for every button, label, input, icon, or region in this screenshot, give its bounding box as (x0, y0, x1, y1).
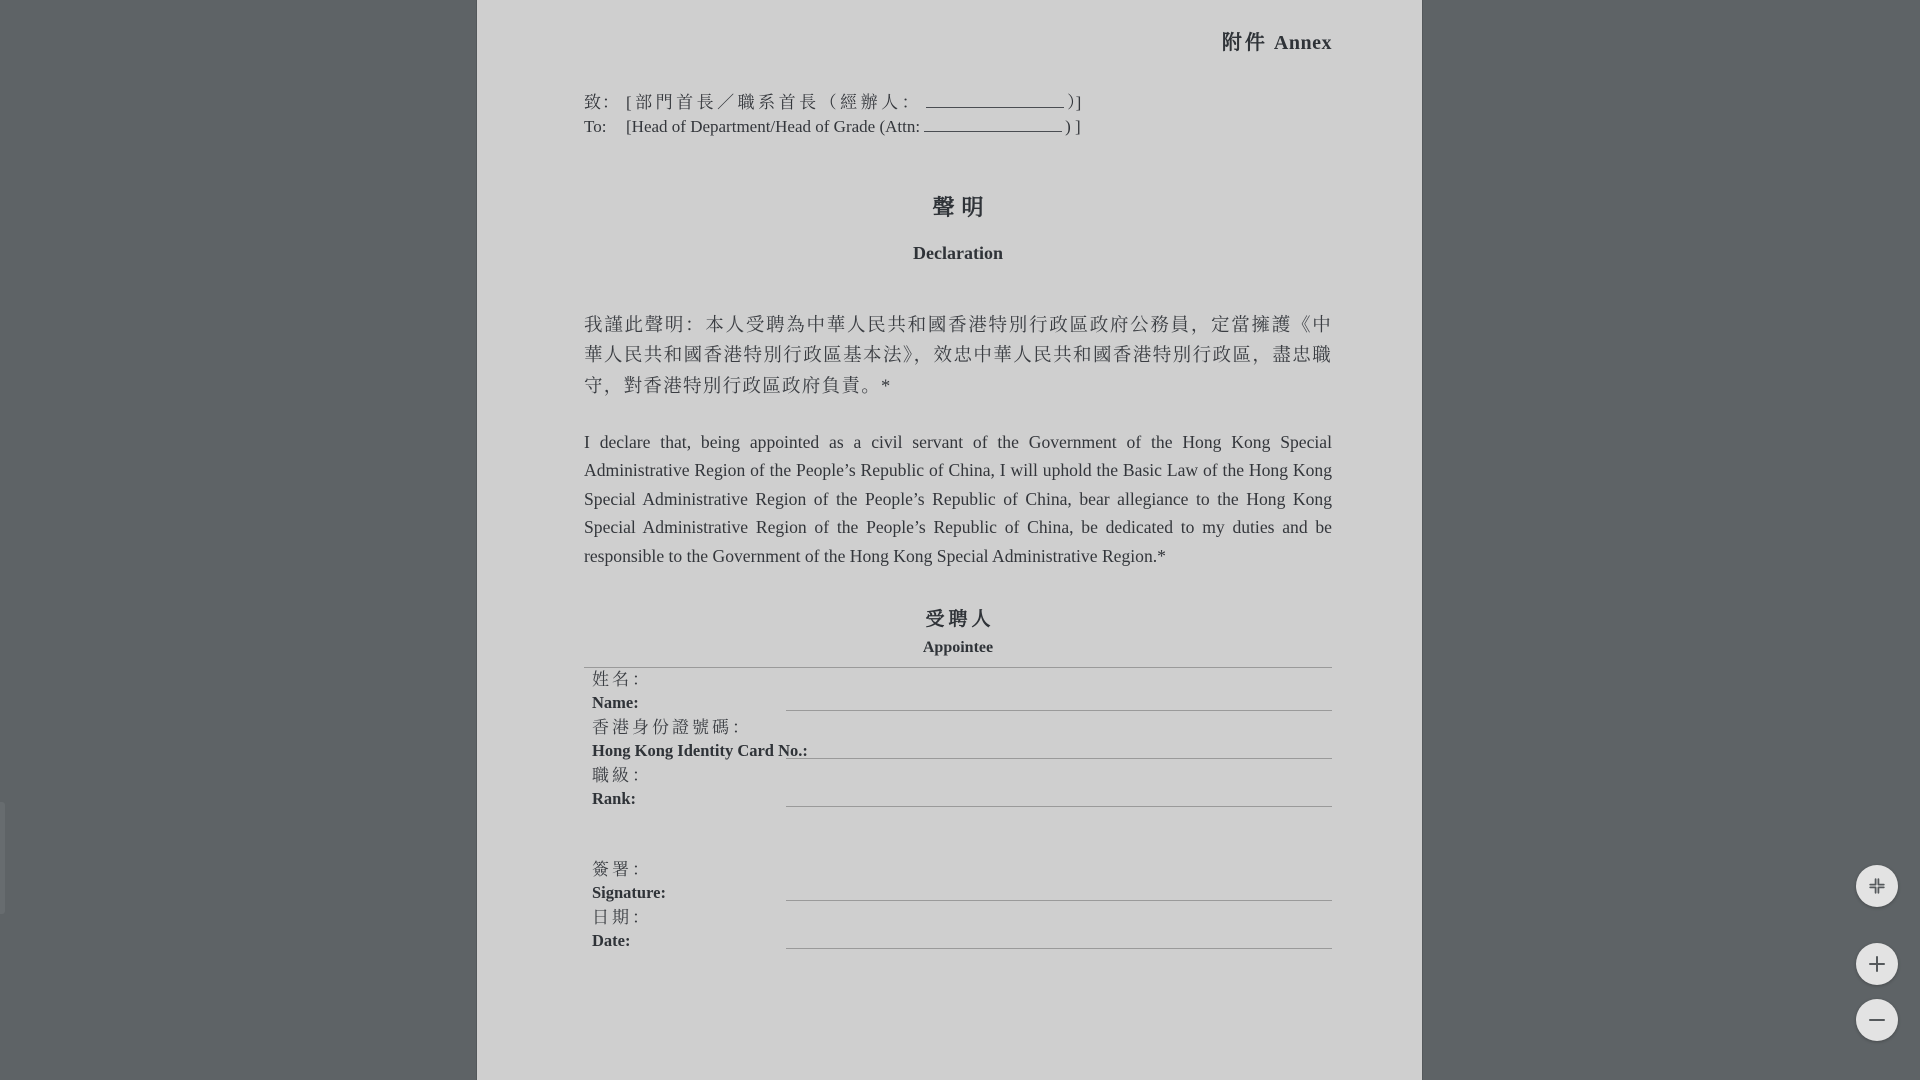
annex-header (584, 0, 1332, 55)
annex-label-en: Annex (1273, 32, 1332, 54)
field-hkid (584, 716, 1332, 764)
zoom-in-button[interactable] (1856, 943, 1898, 985)
field-date-labels (592, 906, 652, 952)
addressee-row-cjk (584, 91, 1332, 115)
declaration-title-cjk: 聲明 (932, 195, 991, 221)
addressee-label-en: To: (584, 117, 607, 137)
plus-icon (1866, 953, 1888, 975)
field-rank-input[interactable] (786, 806, 1332, 807)
field-signature (584, 858, 1332, 906)
fit-to-screen-button[interactable] (1856, 865, 1898, 907)
field-hkid-input[interactable] (786, 758, 1332, 759)
addressee-label-cjk: 致： (584, 93, 620, 112)
addressee-attn-cjk: （經辦人： (819, 93, 923, 112)
addressee-row-en (584, 115, 1332, 139)
addressee-block (584, 91, 1332, 139)
field-date-label-cjk: 日期： (592, 908, 652, 928)
field-date-input[interactable] (786, 948, 1332, 949)
annex-label-cjk: 附件 (1221, 32, 1268, 54)
field-rank-labels (592, 764, 652, 810)
addressee-close-en: ) ] (1065, 117, 1081, 137)
addressee-close-cjk: ）] (1067, 93, 1082, 112)
field-rank-label-cjk: 職級： (592, 766, 652, 786)
minus-icon (1866, 1009, 1888, 1031)
declaration-body-en: I declare that, being appointed as a civil servant of the Government of the Hong Kong Special Administrative Region of the People’s Republic of China, I will uphold the Basic Law of the Hong Kong Special Administrative Region of the People’s Republic of China, bear allegiance to the Hong Kong Special Administrative Region of the People’s Republic of China, be dedicated to my duties and be responsible to the Government of the Hong Kong Special Administrative Region.* (584, 431, 1332, 566)
field-hkid-label-cjk: 香港身份證號碼： (592, 718, 752, 738)
field-name (584, 668, 1332, 716)
field-hkid-label-en: Hong Kong Identity Card No.: (592, 740, 808, 760)
field-date (584, 906, 1332, 954)
field-rank-label-en: Rank: (592, 788, 637, 808)
field-signature-label-en: Signature: (592, 882, 666, 902)
field-signature-input[interactable] (786, 900, 1332, 901)
field-hkid-labels (592, 716, 808, 762)
attn-blank-en[interactable] (924, 131, 1062, 132)
declaration-title-en: Declaration (913, 243, 1003, 264)
document-page[interactable] (477, 0, 1422, 1080)
page-content (477, 0, 1422, 1080)
attn-blank-cjk[interactable] (926, 107, 1064, 108)
zoom-controls (1856, 865, 1898, 1041)
field-name-label-en: Name: (592, 692, 639, 712)
fit-to-screen-icon (1867, 876, 1887, 896)
appointee-heading-en: Appointee (922, 639, 994, 657)
field-rank (584, 764, 1332, 812)
addressee-text-cjk: [部門首長／職系首長 (626, 93, 820, 112)
addressee-text-en: [Head of Department/Head of Grade (Attn: (626, 117, 921, 137)
zoom-out-button[interactable] (1856, 999, 1898, 1041)
signature-spacer (584, 812, 1332, 858)
appointee-fields (584, 668, 1332, 954)
appointee-heading-cjk: 受聘人 (925, 609, 995, 631)
field-name-labels (592, 668, 652, 714)
field-signature-labels (592, 858, 666, 904)
declaration-body-cjk: 我謹此聲明：本人受聘為中華人民共和國香港特別行政區政府公務員，定當擁護《中華人民共和國香港特別行政區基本法》，效忠中華人民共和國香港特別行政區，盡忠職守，對香港特別行政區政府負責。* (584, 316, 1332, 397)
field-name-label-cjk: 姓名： (592, 670, 652, 690)
field-signature-label-cjk: 簽署： (592, 860, 652, 880)
field-name-input[interactable] (786, 710, 1332, 711)
scroll-edge-indicator[interactable] (0, 802, 5, 914)
field-date-label-en: Date: (592, 930, 631, 950)
text-column (584, 0, 1332, 954)
